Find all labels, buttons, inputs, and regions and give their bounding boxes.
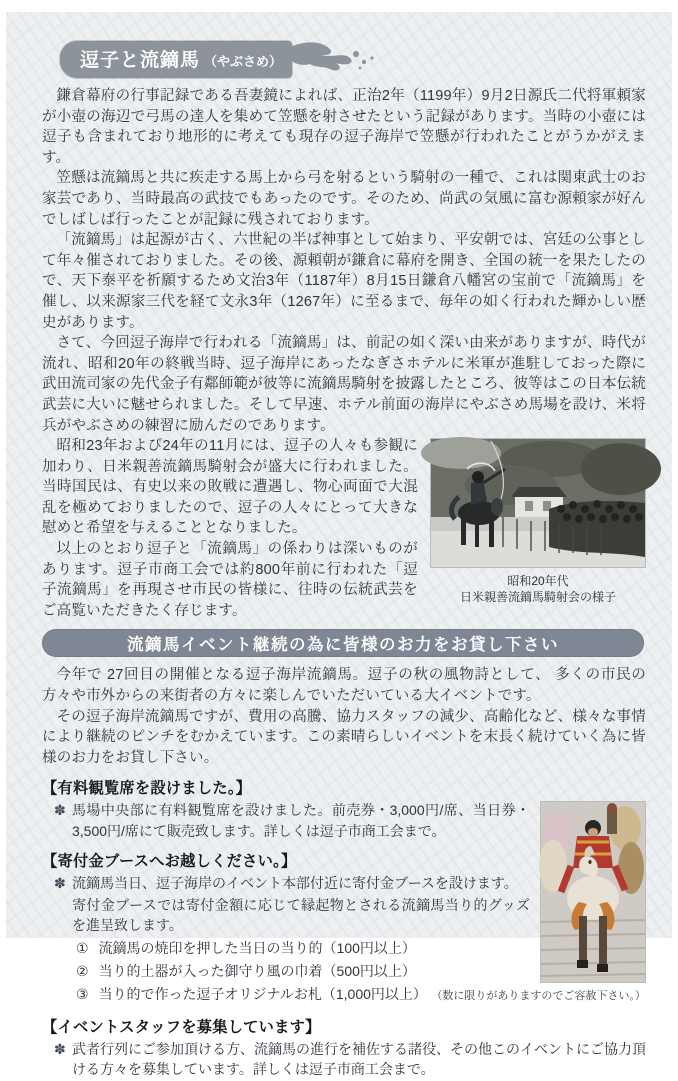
support-banner [42,629,644,657]
paid-seats-detail [42,800,646,841]
staff-recruit-detail [42,1039,646,1080]
donation-booth-detail [42,873,646,894]
photo1-caption-line1: 昭和20年代 [507,574,569,589]
intro-paragraph-4: さて、今回逗子海岸で行われる「流鏑馬」は、前記の如く深い由来がありますが、時代が流れ、昭和20年の終戦当時、逗子海岸にあったなぎさホテルに米軍が進駐しておった際に武田流司家の先代金子有鄰師範が彼等に流鏑馬騎射を披露したところ、彼等はこの日本伝統武芸に大いに魅せられました。そして早速、ホテル前面の海岸にやぶさめ馬場を設け、米将兵がやぶさめの練習に励んだのであります。 [42,335,646,434]
intro-paragraph-1: 鎌倉幕府の行事記録である吾妻鏡によれば、正治2年（1199年）9月2日源氏二代将軍頼家が小壺の海辺で弓馬の達人を集めて笠懸を射させたという記録があります。当時の小壺には逗子も含まれており地形的に考えても現存の逗子海岸で笠懸が行われたことがうかがえます。 [42,88,646,166]
appeal-paragraph-2: その逗子海岸流鏑馬ですが、費用の高騰、協力スタッフの減少、高齢化など、様々な事情により継続のピンチをむかえています。この素晴らしいイベントを末長く続けていく為に皆様のお力をお貸し下さい。 [42,708,646,766]
donation-item-3 [42,984,646,1007]
circled-number-3: ③ [76,985,89,1002]
donation-item-3-text: 当り的で作った逗子オリジナルお札（1,000円以上） [98,985,427,1002]
historic-photo-figure [430,438,646,605]
photo-wrap-zone [42,436,646,621]
intro-paragraph-3: 「流鏑馬」は起源が古く、六世紀の半ば神事として始まり、平安朝では、宮廷の公事として年々催されておりました。その後、源頼朝が鎌倉に幕府を開き、全国の統一を果たしたので、天下泰平を祈願するため文治3年（1187年）8月15日鎌倉八幡宮の宝前で「流鏑馬」を催し、以来源家三代を経て文永3年（1267年）に至るまで、毎年の如く行われた輝かしい歴史があります。 [42,232,646,331]
limited-quantity-note: （数に限りがありますのでご容赦下さい。） [436,989,646,1002]
staff-recruit-text: 武者行列にご参加頂ける方、流鏑馬の進行を補佐する諸役、その他このイベントにご協力頂ける方々を募集しています。詳しくは逗子市商工会まで。 [72,1040,646,1078]
donation-item-1-text: 流鏑馬の焼印を押した当日の当り的（100円以上） [98,939,416,956]
page-title: 逗子と流鏑馬 [80,49,201,71]
title-badge [60,41,292,78]
circled-number-1: ① [76,939,89,956]
photo1-caption-line2: 日米親善流鏑馬騎射会の様子 [459,590,616,605]
flower-bullet-icon: ✽ [54,802,66,819]
section-heading-donation-booth: 【寄付金ブースへお越しください。】 [42,853,297,871]
appeal-paragraph-1: 今年で 27回目の開催となる逗子海岸流鏑馬。逗子の秋の風物詩として、 多くの市民の方々や市外からの来街者の方々に楽しんでいただいている大イベントです。 [42,667,646,705]
header-row [60,42,646,76]
photo1-caption [430,573,646,605]
flower-bullet-icon: ✽ [54,875,66,892]
brush-splash-icon [286,40,382,79]
info-sections [42,777,646,1081]
donation-goods-text: 寄付金ブースでは寄付金額に応じて縁起物とされる流鏑馬当り的グッズを進呈致します。 [72,896,530,934]
circled-number-2: ② [76,962,89,979]
page-title-reading: （やぶさめ） [204,53,283,69]
donation-booth-text: 流鏑馬当日、逗子海岸のイベント本部付近に寄付金ブースを設けます。 [72,875,518,892]
scanned-flyer-page [6,12,672,1078]
donation-item-2-text: 当り的土器が入った御守り風の巾着（500円以上） [98,962,416,979]
flower-bullet-icon: ✽ [54,1040,66,1057]
historic-yabusame-photo [430,438,646,568]
intro-paragraph-5: 昭和23年および24年の11月には、逗子の人々も参観に加わり、日米親善流鏑馬騎射会が盛大に行われました。当時国民は、有史以来の敗戦に遭遇し、物心両面で大混乱を極めておりましたので、逗子の人々にとって大きな慰めと希望を与えることとなりました。 [42,438,418,537]
paid-seats-text: 馬場中央部に有料観覧席を設けました。前売券・3,000円/席、当日券・3,500円/席にて販売致します。詳しくは逗子市商工会まで。 [72,802,530,839]
intro-paragraph-2: 笠懸は流鏑馬と共に疾走する馬上から弓を射るという騎射の一種で、これは関東武士のお家芸であり、当時最高の武技でもあったのです。そのため、尚武の気風に富む源頼家が好んでしばしば行ったことが記録に残されております。 [42,170,646,228]
section-heading-staff-recruit: 【イベントスタッフを募集しています】 [42,1018,321,1036]
intro-paragraph-6: 以上のとおり逗子と「流鏑馬」の係わりは深いものがあります。逗子市商工会では約800年前に行われた「逗子流鏑馬」を再現させ市民の皆様に、往時の伝統武芸をご高覧いただきたく存じます。 [42,541,418,619]
section-heading-paid-seats: 【有料観覧席を設けました。】 [42,780,252,798]
support-banner-text: 流鏑馬イベント継続の為に皆様のお力をお貸し下さい [127,636,559,655]
